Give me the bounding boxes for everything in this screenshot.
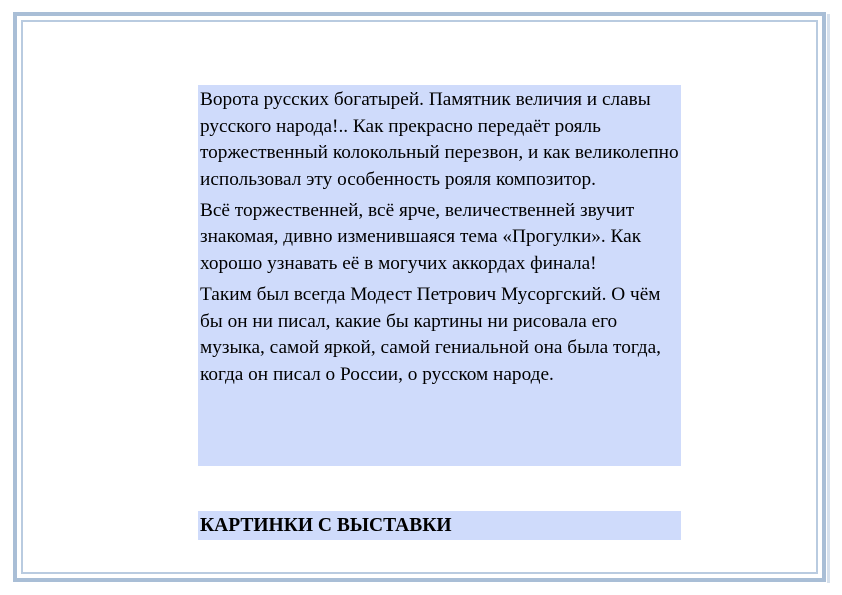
paragraph-2: Всё торжественней, всё ярче, величественней звучит знакомая, дивно изменившаяся тема «Прогулки». Как хорошо узнавать её в могучих аккордах финала! xyxy=(200,199,642,275)
text-block xyxy=(198,85,681,466)
slide-frame-shadow xyxy=(827,14,830,583)
paragraph-1: Ворота русских богатырей. Памятник величия и славы русского народа!.. Как прекрасно передаёт рояль торжественный колокольный перезвон, и как великолепно использовал эту особенность рояля композитор. xyxy=(200,89,679,190)
section-heading: КАРТИНКИ С ВЫСТАВКИ xyxy=(198,511,681,540)
paragraph-3: Таким был всегда Модест Петрович Мусоргский. О чём бы он ни писал, какие бы картины ни рисовала его музыка, самой яркой, самой гениальной она была тогда, когда он писал о России, о русском народе. xyxy=(200,284,661,385)
